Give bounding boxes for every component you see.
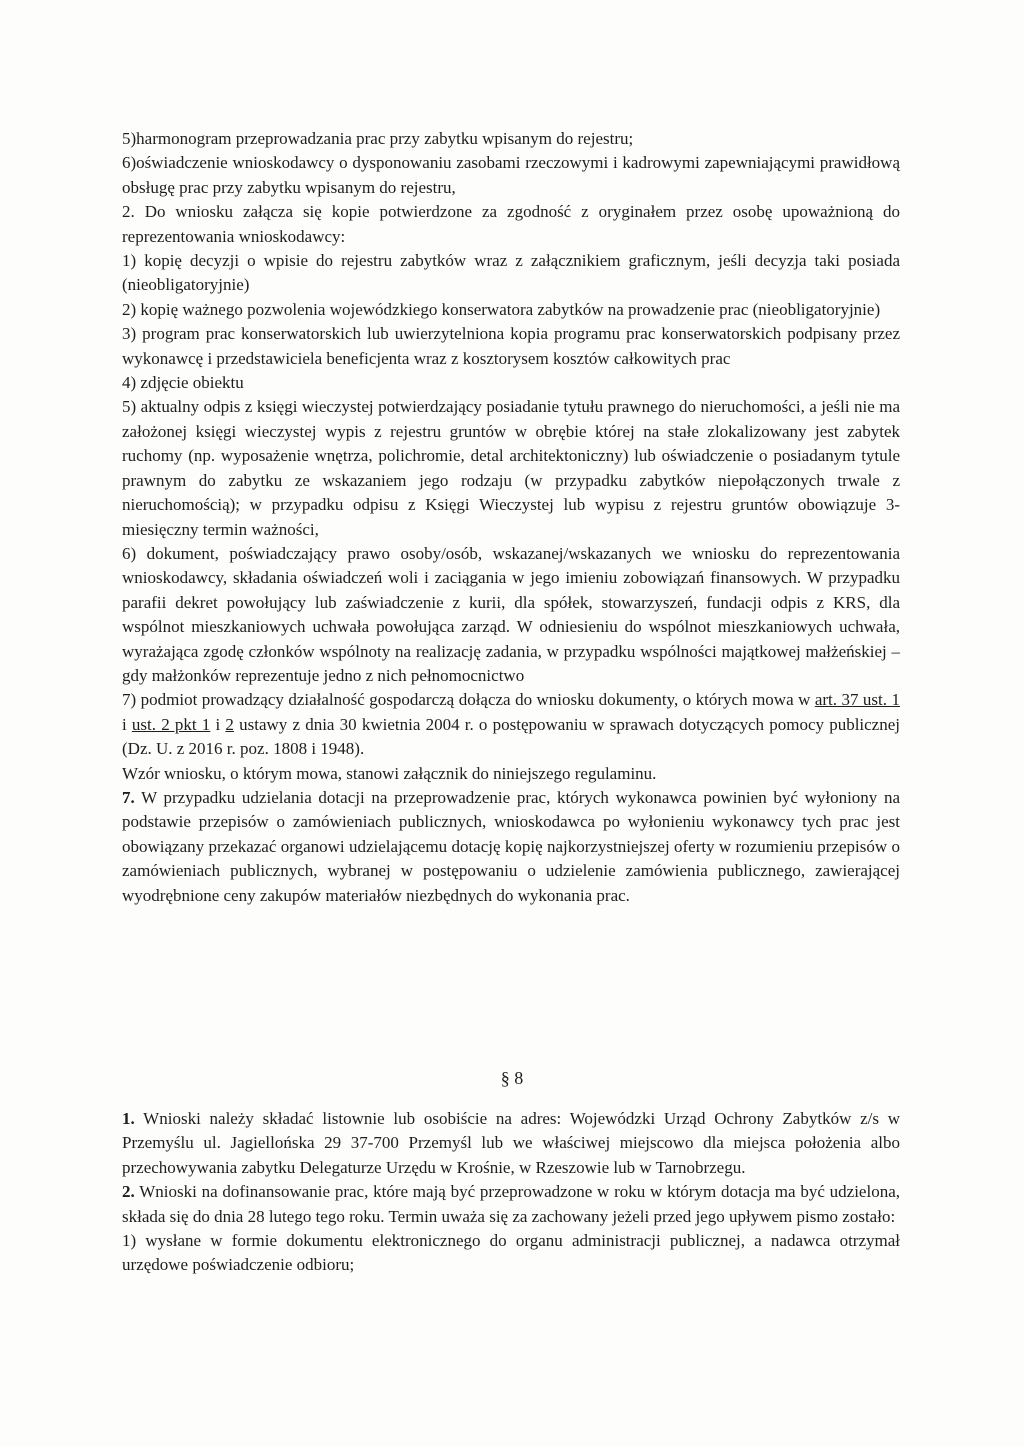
list-item-land-register: 5) aktualny odpis z księgi wieczystej potwierdzający posiadanie tytułu prawnego do nieruchomości, a jeśli nie ma założonej księgi wieczystej wypis z rejestru gruntów w obrębie której na stałe zlokalizowany jest zabytek ruchomy (np. wyposażenie wnętrza, polichromie, detal architektoniczny) lub oświadczenie o posiadanym tytule prawnym do zabytku ze wskazaniem jego rodzaju (w przypadku zabytków niepołączonych trwale z nieruchomością); w przypadku odpisu z Księgi Wieczystej lub wypisu z rejestru gruntów obowiązuje 3-miesięczny termin ważności, bbox=[122, 397, 900, 539]
list-item-representation-document: 6) dokument, poświadczający prawo osoby/osób, wskazanej/wskazanych we wniosku do reprezentowania wnioskodawcy, składania oświadczeń woli i zaciągania w jego imieniu zobowiązań finansowych. W przypadku parafii dekret powołujący lub zaświadczenie z kurii, dla spółek, stowarzyszeń, fundacji odpis z KRS, dla wspólnot mieszkaniowych uchwała powołująca zarząd. W odniesieniu do wspólnot mieszkaniowych uchwała, wyrażająca zgodę członków wspólnoty na realizację zadania, w przypadku wspólności majątkowej małżeńskiej – gdy małżonków reprezentuje jedno z nich pełnomocnictwo bbox=[122, 543, 900, 685]
list-item-photo: 4) zdjęcie obiektu bbox=[122, 373, 244, 393]
section-8-heading: § 8 bbox=[500, 1068, 524, 1088]
point-7-number: 7. bbox=[122, 787, 135, 807]
paragraph-form-note: Wzór wniosku, o którym mowa, stanowi załącznik do niniejszego regulaminu. bbox=[122, 763, 657, 783]
link-art-37-ust-1[interactable]: art. 37 ust. 1 bbox=[814, 690, 900, 710]
item7-text-mid: i bbox=[122, 714, 132, 734]
paragraph-oswiadczenie: 6)oświadczenie wnioskodawcy o dysponowaniu zasobami rzeczowymi i kadrowymi zapewniającymi prawidłową obsługę prac przy zabytku wpisanym do rejestru, bbox=[122, 153, 900, 197]
paragraph-harmonogram: 5)harmonogram przeprowadzania prac przy zabytku wpisanym do rejestru; bbox=[122, 129, 634, 148]
list-item-decision-copy: 1) kopię decyzji o wpisie do rejestru zabytków wraz z załącznikiem graficznym, jeśli decyzja taki posiada (nieobligatoryjnie) bbox=[122, 251, 900, 295]
item7-text-mid2: i bbox=[210, 714, 226, 734]
list-item-permit-copy: 2) kopię ważnego pozwolenia wojewódzkiego konserwatora zabytków na prowadzenie prac (nieobligatoryjnie) bbox=[122, 299, 881, 319]
point-7-text: W przypadku udzielania dotacji na przeprowadzenie prac, których wykonawca powinien być wyłoniony na podstawie przepisów o zamówieniach publicznych, wnioskodawca po wyłonieniu wykonawcy tych prac jest obowiązany przekazać organowi udzielającemu dotację kopię najkorzystniejszej oferty w rozumieniu przepisów o zamówieniach publicznych, wybranej w postępowaniu o udzielenie zamówienia publicznego, zawierającej wyodrębnione ceny zakupów materiałów niezbędnych do wykonania prac. bbox=[122, 787, 900, 905]
paragraph-8-1 bbox=[122, 1107, 900, 1180]
regulation-text-top bbox=[122, 127, 900, 908]
paragraph-attachments-intro: 2. Do wniosku załącza się kopie potwierdzone za zgodność z oryginałem przez osobę upoważnioną do reprezentowania wnioskodawcy: bbox=[122, 202, 900, 246]
paragraph-8-2-number: 2. bbox=[122, 1182, 135, 1202]
list-item-business-documents bbox=[122, 688, 900, 761]
item7-text-before: 7) podmiot prowadzący działalność gospodarczą dołącza do wniosku dokumenty, o których mowa w bbox=[122, 690, 815, 710]
list-item-electronic-submission: 1) wysłane w formie dokumentu elektronicznego do organu administracji publicznej, a nadawca otrzymał urzędowe poświadczenie odbioru; bbox=[122, 1231, 900, 1275]
item7-text-after: ustawy z dnia 30 kwietnia 2004 r. o postępowaniu w sprawach dotyczących pomocy publicznej (Dz. U. z 2016 r. poz. 1808 i 1948). bbox=[122, 714, 900, 759]
link-ust-2-pkt-1[interactable]: ust. 2 pkt 1 bbox=[131, 714, 211, 734]
list-item-conservation-program: 3) program prac konserwatorskich lub uwierzytelniona kopia programu prac konserwatorskich podpisany przez wykonawcę i przedstawiciela beneficjenta wraz z kosztorysem kosztów całkowitych prac bbox=[122, 324, 900, 368]
paragraph-8-2-text: Wnioski na dofinansowanie prac, które mają być przeprowadzone w roku w którym dotacja ma być udzielona, składa się do dnia 28 lutego tego roku. Termin uważa się za zachowany jeżeli przed jego upływem pismo zostało: bbox=[122, 1182, 900, 1226]
link-pkt-2[interactable]: 2 bbox=[225, 714, 234, 734]
paragraph-point-7 bbox=[122, 786, 900, 908]
paragraph-8-1-number: 1. bbox=[122, 1109, 135, 1128]
regulation-text-section-8 bbox=[122, 1107, 900, 1278]
paragraph-8-2 bbox=[122, 1180, 900, 1229]
paragraph-8-1-text: Wnioski należy składać listownie lub osobiście na adres: Wojewódzki Urząd Ochrony Zabytków z/s w Przemyślu ul. Jagiellońska 29 37-700 Przemyśl lub we właściwej miejscowo dla miejsca położenia albo przechowywania zabytku Delegaturze Urzędu w Krośnie, w Rzeszowie lub w Tarnobrzegu. bbox=[122, 1109, 900, 1177]
